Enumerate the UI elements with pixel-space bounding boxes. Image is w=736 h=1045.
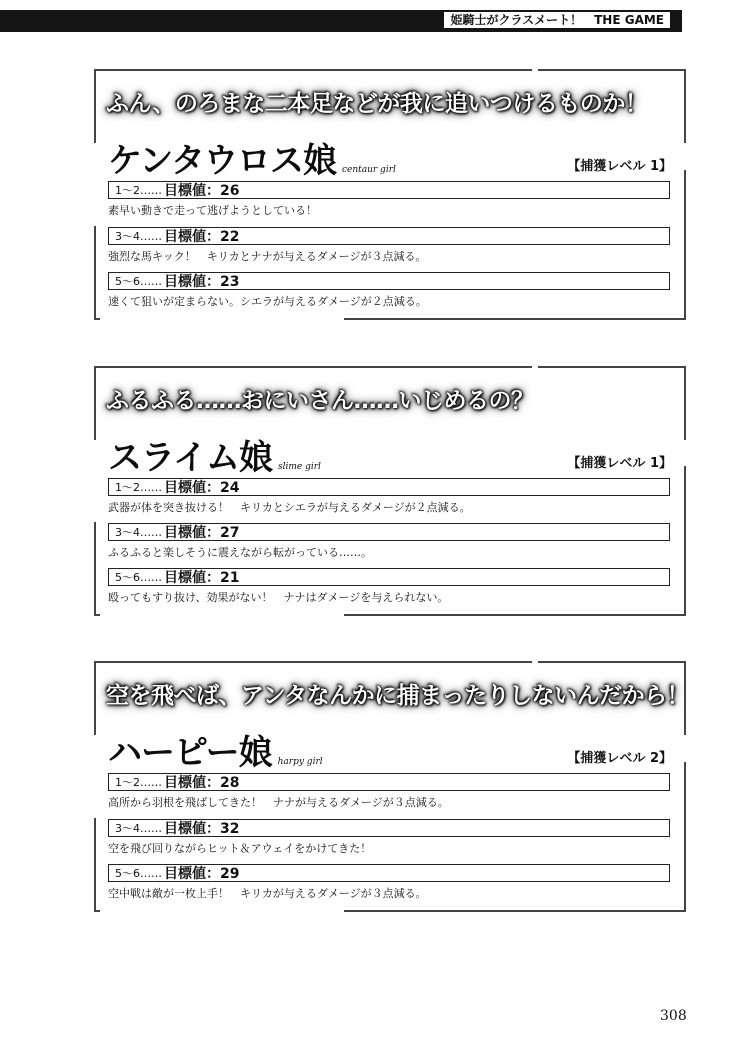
target-value: 目標値：27 [164, 525, 240, 541]
frame-corner [94, 818, 100, 912]
roll-range: 1～2…… [115, 776, 162, 789]
frame-corner [94, 522, 100, 616]
target-box [108, 272, 670, 290]
target-box [108, 864, 670, 882]
target-box [108, 819, 670, 837]
roll-entry [108, 478, 670, 515]
book-title: 姫騎士がクラスメート！ THE GAME [444, 12, 670, 28]
target-value: 目標値：22 [164, 229, 240, 245]
roll-entry [108, 568, 670, 605]
roll-entry [108, 523, 670, 560]
target-value: 目標値：24 [164, 480, 240, 496]
roll-effect: 空中戦は敵が一枚上手！ キリカが与えるダメージが３点減る。 [108, 887, 427, 900]
roll-effect: 武器が体を突き抜ける！ キリカとシエラが与えるダメージが２点減る。 [108, 501, 471, 514]
monster-name: スライム娘 [108, 438, 272, 478]
roll-range: 1～2…… [115, 184, 162, 197]
roll-effect: 素早い動きで走って逃げようとしている！ [108, 204, 317, 217]
target-box [108, 227, 670, 245]
monster-title [108, 430, 321, 479]
monster-card-centaur [94, 69, 686, 320]
header-bar [0, 10, 682, 32]
roll-effect: 殴ってもすり抜け、効果がない！ ナナはダメージを与えられない。 [108, 591, 449, 604]
monster-card-harpy [94, 661, 690, 912]
roll-effect: 高所から羽根を飛ばしてきた！ ナナが与えるダメージが３点減る。 [108, 796, 449, 809]
target-value: 目標値：28 [164, 775, 240, 791]
roll-entry [108, 272, 670, 309]
monster-card-slime [94, 366, 686, 616]
page-number: 308 [660, 1008, 687, 1024]
roll-range: 3～4…… [115, 526, 162, 539]
target-box [108, 181, 670, 199]
monster-title [108, 133, 396, 182]
roll-effect: 強烈な馬キック！ キリカとナナが与えるダメージが３点減る。 [108, 250, 427, 263]
monster-title [108, 725, 323, 774]
monster-quote: 空を飛べば、アンタなんかに捕まったりしないんだから！ [106, 683, 690, 709]
target-box [108, 773, 670, 791]
roll-entry [108, 227, 670, 264]
monster-english-name: harpy girl [277, 757, 323, 767]
roll-entry [108, 864, 670, 901]
target-box [108, 478, 670, 496]
frame-corner [538, 366, 686, 440]
target-value: 目標値：26 [164, 183, 240, 199]
target-value: 目標値：21 [164, 570, 240, 586]
roll-entry [108, 819, 670, 856]
target-value: 目標値：29 [164, 866, 240, 882]
capture-level: 【捕獲レベル 2】 [567, 751, 672, 766]
roll-range: 1～2…… [115, 481, 162, 494]
roll-range: 3～4…… [115, 230, 162, 243]
target-value: 目標値：32 [164, 821, 240, 837]
capture-level: 【捕獲レベル 1】 [567, 456, 672, 471]
target-value: 目標値：23 [164, 274, 240, 290]
roll-entry [108, 773, 670, 810]
roll-range: 5～6…… [115, 275, 162, 288]
target-box [108, 568, 670, 586]
roll-range: 5～6…… [115, 867, 162, 880]
target-box [108, 523, 670, 541]
monster-quote: ふん、のろまな二本足などが我に追いつけるものか！ [106, 91, 648, 117]
monster-english-name: centaur girl [341, 165, 396, 175]
monster-english-name: slime girl [277, 462, 321, 472]
frame-corner [94, 226, 100, 320]
roll-range: 3～4…… [115, 822, 162, 835]
roll-range: 5～6…… [115, 571, 162, 584]
monster-name: ハーピー娘 [108, 733, 272, 773]
roll-effect: ふるふると楽しそうに震えながら転がっている……。 [108, 546, 372, 559]
capture-level: 【捕獲レベル 1】 [567, 159, 672, 174]
roll-effect: 空を飛び回りながらヒット＆アウェイをかけてきた！ [108, 842, 372, 855]
monster-name: ケンタウロス娘 [108, 141, 336, 181]
roll-entry [108, 181, 670, 218]
monster-quote: ふるふる……おにいさん……いじめるの？ [106, 388, 534, 414]
roll-effect: 速くて狙いが定まらない。シエラが与えるダメージが２点減る。 [108, 295, 427, 308]
